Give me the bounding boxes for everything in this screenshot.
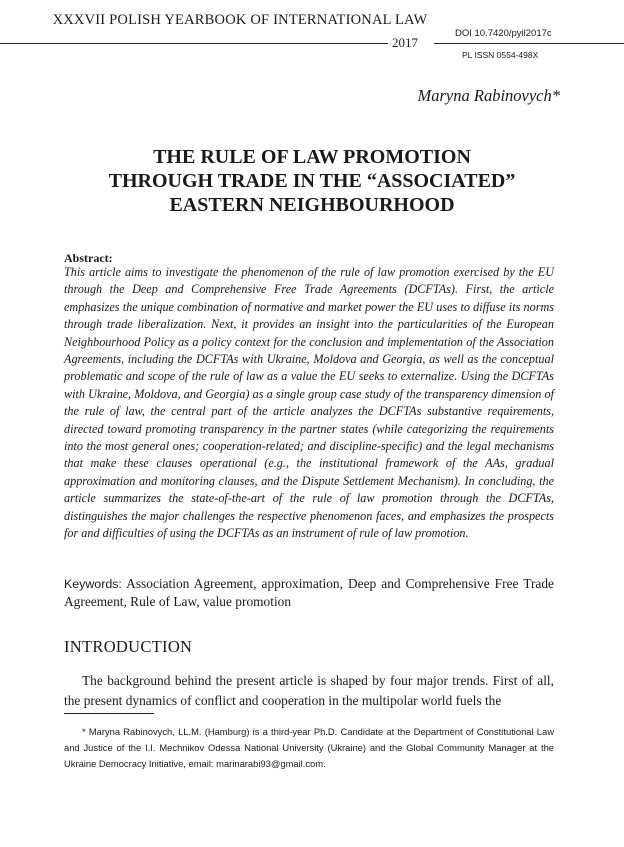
article-title [64, 145, 560, 217]
title-line: EASTERN NEIGHBOURHOOD [169, 194, 455, 216]
journal-year: 2017 [392, 35, 418, 50]
footnote: * Maryna Rabinovych, LL.M. (Hamburg) is a third-year Ph.D. Candidate at the Department of Constitutional Law and Justice of the I.I. Mechnikov Odessa National University (Ukraine) and the Global Community Manager at the Ukraine Democracy Initiative, email: marinarabi93@gmail.com. [64, 726, 554, 769]
issn: PL ISSN 0554-498X [462, 50, 539, 60]
abstract-label: Abstract: [64, 251, 113, 265]
header-rule [0, 43, 388, 44]
abstract-text: This article aims to investigate the phenomenon of the rule of law promotion exercised by the EU through the Deep and Comprehensive Free Trade Agreements (DCFTAs). First, the article emphasizes the unique combination of normative and market power the EU uses to diffuse its norms through trade liberalization. Next, it provides an insight into the particularities of the European Neighbourhood Policy as a policy context for the conclusion and implementation of the Association Agreements, including the DCFTAs with Ukraine, Moldova and Georgia, as well as the conceptual problematic and scope of the rule of law as a value the EU seeks to externalize. Using the DCFTAs with Ukraine, Moldova, and Georgia) as a single group case study of the transparency dimension of the rule of law, the central part of the article analyzes the DCFTAs substantive requirements, directed toward promoting transparency in the partner states (while categorizing the requirements into the most general ones; cooperation-related; and discipline-specific) and the legal mechanisms that make these clauses operational (e.g., the institutional framework of the AAs, gradual approximation and monitoring clauses, and the Dispute Settlement Mechanism). In concluding, the article summarizes the state-of-the-art of the rule of law promotion through the DCFTAs, distinguishes the major challenges the respective phenomenon faces, and emphasizes the prospects for and difficulties of using the DCFTAs as an instrument of rule of law promotion. [64, 265, 554, 541]
title-line: THE RULE OF LAW PROMOTION [153, 146, 471, 168]
journal-title: XXXVII POLISH YEARBOOK OF INTERNATIONAL LAW [52, 12, 428, 28]
footnote-rule [64, 713, 154, 714]
keywords-text: Association Agreement, approximation, Deep and Comprehensive Free Trade Agreement, Rule of Law, value promotion [64, 576, 555, 609]
doi: DOI 10.7420/pyil2017c [455, 28, 552, 39]
title-line: THROUGH TRADE IN THE “ASSOCIATED” [108, 170, 516, 192]
body-paragraph: The background behind the present article is shaped by four major trends. First of all, the present dynamics of conflict and cooperation in the multipolar world fuels the [64, 673, 554, 708]
keywords [64, 575, 554, 610]
keywords-label: Keywords: [64, 577, 122, 591]
author-name: Maryna Rabinovych* [417, 86, 560, 105]
section-heading: INTRODUCTION [64, 637, 193, 656]
header-rule-right [434, 43, 624, 44]
